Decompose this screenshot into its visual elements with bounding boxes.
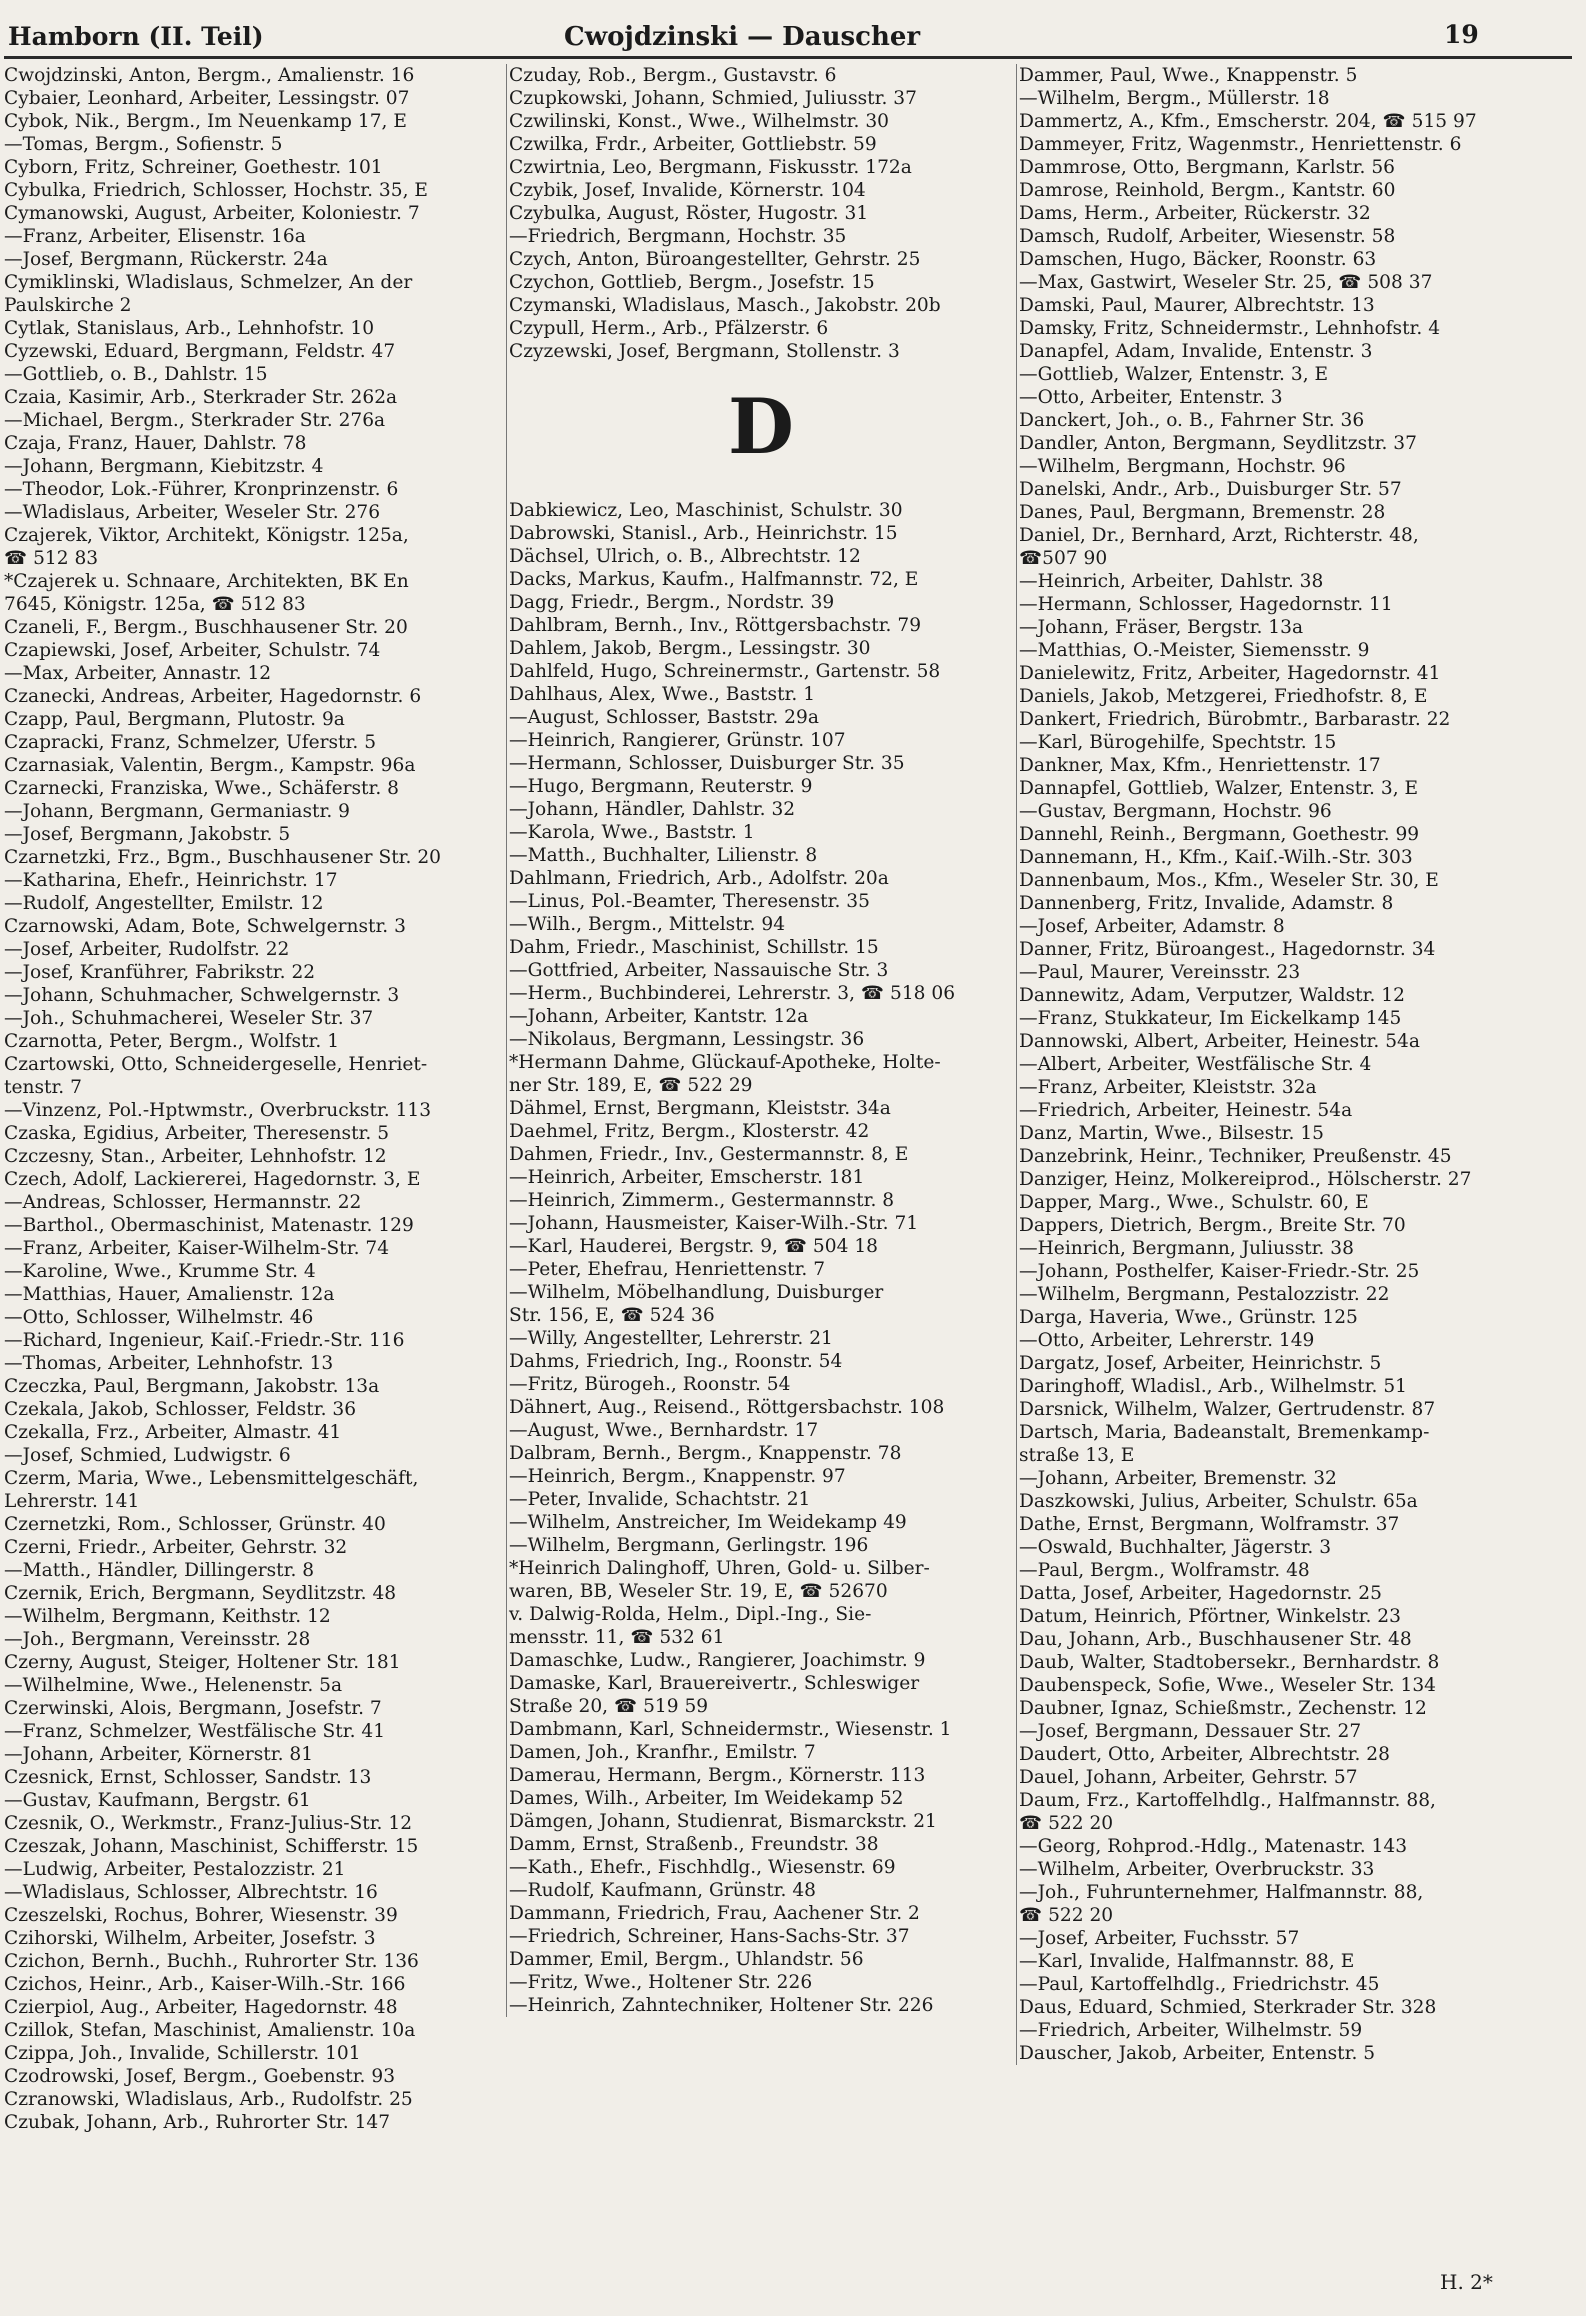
directory-entry: —Franz, Arbeiter, Kaiser-Wilhelm-Str. 74 (4, 1238, 390, 1259)
directory-entry: Dammrose, Otto, Bergmann, Karlstr. 56 (1019, 157, 1396, 178)
directory-entry: —Max, Arbeiter, Annastr. 12 (4, 663, 272, 684)
directory-entry: Czernik, Erich, Bergmann, Seydlitzstr. 48 (4, 1583, 397, 1604)
directory-entry: Dacks, Markus, Kaufm., Halfmannstr. 72, E (509, 569, 919, 590)
directory-entry: Czernetzki, Rom., Schlosser, Grünstr. 40 (4, 1514, 386, 1535)
directory-entry: —Wilh., Bergm., Mittelstr. 94 (509, 914, 786, 935)
page-header (4, 20, 1572, 59)
directory-entry: Czihorski, Wilhelm, Arbeiter, Josefstr. 3 (4, 1928, 376, 1949)
directory-entry: Dahlmann, Friedrich, Arb., Adolfstr. 20a (509, 868, 889, 889)
directory-entry: Dankert, Friedrich, Bürobmtr., Barbarastr. 22 (1019, 709, 1451, 730)
column-2-top (507, 64, 1015, 363)
directory-entry: Dannehl, Reinh., Bergmann, Goethestr. 99 (1019, 824, 1420, 845)
directory-entry: —Katharina, Ehefr., Heinrichstr. 17 (4, 870, 338, 891)
directory-entry: —Thomas, Arbeiter, Lehnhofstr. 13 (4, 1353, 334, 1374)
directory-entry: —Johann, Arbeiter, Bremenstr. 32 (1019, 1468, 1337, 1489)
directory-entry: Datta, Josef, Arbeiter, Hagedornstr. 25 (1019, 1583, 1382, 1604)
directory-entry: —Joh., Bergmann, Vereinsstr. 28 (4, 1629, 311, 1650)
directory-entry: —Albert, Arbeiter, Westfälische Str. 4 (1019, 1054, 1372, 1075)
column-2 (506, 64, 1015, 2017)
directory-entry: —Johann, Schuhmacher, Schwelgernstr. 3 (4, 985, 400, 1006)
directory-entry: —Gustav, Kaufmann, Bergstr. 61 (4, 1790, 311, 1811)
directory-entry: Czupkowski, Johann, Schmied, Juliusstr. 37 (509, 88, 917, 109)
directory-entry: —Karoline, Wwe., Krumme Str. 4 (4, 1261, 316, 1282)
directory-entry: mensstr. 11, ☎ 532 61 (509, 1627, 725, 1648)
directory-entry: Czichon, Bernh., Buchh., Ruhrorter Str. 136 (4, 1951, 419, 1972)
directory-entry: Czarnowski, Adam, Bote, Schwelgernstr. 3 (4, 916, 406, 937)
directory-entry: Danapfel, Adam, Invalide, Entenstr. 3 (1019, 341, 1373, 362)
directory-entry: Dammer, Paul, Wwe., Knappenstr. 5 (1019, 65, 1358, 86)
directory-entry: Czierpiol, Aug., Arbeiter, Hagedornstr. 48 (4, 1997, 398, 2018)
directory-entry: —Wilhelm, Anstreicher, Im Weidekamp 49 (509, 1512, 907, 1533)
footer-signature: H. 2* (1440, 2270, 1493, 2294)
directory-entry: Danielewitz, Fritz, Arbeiter, Hagedornstr. 41 (1019, 663, 1441, 684)
directory-entry: —Wilhelm, Bergmann, Hochstr. 96 (1019, 456, 1346, 477)
directory-entry: Czeszelski, Rochus, Bohrer, Wiesenstr. 39 (4, 1905, 398, 1926)
directory-entry: Dau, Johann, Arb., Buschhausener Str. 48 (1019, 1629, 1412, 1650)
directory-entry: —Peter, Ehefrau, Henriettenstr. 7 (509, 1259, 826, 1280)
directory-entry: —Johann, Händler, Dahlstr. 32 (509, 799, 796, 820)
directory-entry: Czeszak, Johann, Maschinist, Schifferstr. 15 (4, 1836, 419, 1857)
directory-entry: —August, Schlosser, Baststr. 29a (509, 707, 819, 728)
directory-entry: Cwojdzinski, Anton, Bergm., Amalienstr. 16 (4, 65, 415, 86)
directory-entry: Dambmann, Karl, Schneidermstr., Wiesenstr. 1 (509, 1719, 952, 1740)
directory-entry: Darsnick, Wilhelm, Walzer, Gertrudenstr. 87 (1019, 1399, 1436, 1420)
directory-entry: Czymanski, Wladislaus, Masch., Jakobstr. 20b (509, 295, 941, 316)
directory-entry: —Vinzenz, Pol.-Hptwmstr., Overbruckstr. 113 (4, 1100, 432, 1121)
directory-entry: Daus, Eduard, Schmied, Sterkrader Str. 328 (1019, 1997, 1437, 2018)
directory-entry: Damski, Paul, Maurer, Albrechtstr. 13 (1019, 295, 1375, 316)
directory-entry: —Johann, Bergmann, Germaniastr. 9 (4, 801, 350, 822)
directory-entry: Damaske, Karl, Brauereivertr., Schleswiger (509, 1673, 920, 1694)
directory-entry: Dappers, Dietrich, Bergm., Breite Str. 70 (1019, 1215, 1406, 1236)
directory-entry: Czaska, Egidius, Arbeiter, Theresenstr. 5 (4, 1123, 390, 1144)
directory-entry: Dannenberg, Fritz, Invalide, Adamstr. 8 (1019, 893, 1394, 914)
directory-entry: —Paul, Kartoffelhdlg., Friedrichstr. 45 (1019, 1974, 1380, 1995)
directory-entry: —Nikolaus, Bergmann, Lessingstr. 36 (509, 1029, 865, 1050)
directory-entry: —Matthias, O.-Meister, Siemensstr. 9 (1019, 640, 1370, 661)
directory-entry: Czerni, Friedr., Arbeiter, Gehrstr. 32 (4, 1537, 348, 1558)
directory-entry: Daniels, Jakob, Metzgerei, Friedhofstr. 8, E (1019, 686, 1428, 707)
directory-entry: Cybok, Nik., Bergm., Im Neuenkamp 17, E (4, 111, 407, 132)
directory-entry: Czranowski, Wladislaus, Arb., Rudolfstr. 25 (4, 2089, 413, 2110)
directory-entry: Dargatz, Josef, Arbeiter, Heinrichstr. 5 (1019, 1353, 1382, 1374)
directory-entry: —Johann, Arbeiter, Körnerstr. 81 (4, 1744, 314, 1765)
directory-entry: —Gottlieb, o. B., Dahlstr. 15 (4, 364, 268, 385)
directory-entry: Dalbram, Bernh., Bergm., Knappenstr. 78 (509, 1443, 902, 1464)
directory-entry: —Paul, Maurer, Vereinsstr. 23 (1019, 962, 1301, 983)
directory-entry: Danz, Martin, Wwe., Bilsestr. 15 (1019, 1123, 1325, 1144)
directory-entry: Dannenbaum, Mos., Kfm., Weseler Str. 30, E (1019, 870, 1439, 891)
directory-entry: Daum, Frz., Kartoffelhdlg., Halfmannstr. 88, (1019, 1790, 1436, 1811)
directory-entry: Czuday, Rob., Bergm., Gustavstr. 6 (509, 65, 837, 86)
directory-entry: Dannemann, H., Kfm., Kaiſ.-Wilh.-Str. 303 (1019, 847, 1413, 868)
directory-entry: —Franz, Arbeiter, Kleiststr. 32a (1019, 1077, 1317, 1098)
directory-entry: —Heinrich, Zimmerm., Gestermannstr. 8 (509, 1190, 895, 1211)
directory-entry: Czaia, Kasimir, Arb., Sterkrader Str. 262a (4, 387, 398, 408)
directory-entry: —Johann, Fräser, Bergstr. 13a (1019, 617, 1304, 638)
directory-entry: Czarnasiak, Valentin, Bergm., Kampstr. 96a (4, 755, 416, 776)
directory-entry: Czarnetzki, Frz., Bgm., Buschhausener Str. 20 (4, 847, 441, 868)
directory-entry: —Heinrich, Arbeiter, Emscherstr. 181 (509, 1167, 865, 1188)
directory-entry: Czaneli, F., Bergm., Buschhausener Str. 20 (4, 617, 408, 638)
directory-entry: Czyzewski, Josef, Bergmann, Stollenstr. 3 (509, 341, 900, 362)
directory-entry: Daubenspeck, Sofie, Wwe., Weseler Str. 134 (1019, 1675, 1436, 1696)
directory-entry: Danzebrink, Heinr., Techniker, Preußenstr. 45 (1019, 1146, 1452, 1167)
directory-entry: Dams, Herm., Arbeiter, Rückerstr. 32 (1019, 203, 1371, 224)
directory-entry: —August, Wwe., Bernhardstr. 17 (509, 1420, 819, 1441)
directory-entry: —Friedrich, Bergmann, Hochstr. 35 (509, 226, 847, 247)
directory-entry: —Josef, Bergmann, Rückerstr. 24a (4, 249, 328, 270)
directory-entry: —Matth., Buchhalter, Lilienstr. 8 (509, 845, 818, 866)
directory-entry: —Theodor, Lok.-Führer, Kronprinzenstr. 6 (4, 479, 399, 500)
directory-entry: —Otto, Schlosser, Wilhelmstr. 46 (4, 1307, 314, 1328)
directory-entry: Dahlbram, Bernh., Inv., Röttgersbachstr. 79 (509, 615, 922, 636)
directory-entry: —Peter, Invalide, Schachtstr. 21 (509, 1489, 811, 1510)
directory-entry: —Friedrich, Arbeiter, Wilhelmstr. 59 (1019, 2020, 1363, 2041)
page-number: 19 (1444, 20, 1479, 49)
section-letter: D (728, 382, 794, 471)
directory-entry: Dathe, Ernst, Bergmann, Wolframstr. 37 (1019, 1514, 1400, 1535)
directory-entry: Czartowski, Otto, Schneidergeselle, Henriet- (4, 1054, 428, 1075)
directory-entry: Dahms, Friedrich, Ing., Roonstr. 54 (509, 1351, 843, 1372)
directory-entry: —Heinrich, Bergmann, Juliusstr. 38 (1019, 1238, 1354, 1259)
directory-entry: Czesnick, Ernst, Schlosser, Sandstr. 13 (4, 1767, 372, 1788)
directory-entry: Czeczka, Paul, Bergmann, Jakobstr. 13a (4, 1376, 380, 1397)
directory-entry: Dannewitz, Adam, Verputzer, Waldstr. 12 (1019, 985, 1405, 1006)
directory-entry: —Heinrich, Zahntechniker, Holtener Str. 226 (509, 1995, 934, 2016)
directory-entry: Cymiklinski, Wladislaus, Schmelzer, An der (4, 272, 413, 293)
directory-entry: Daubner, Ignaz, Schießmstr., Zechenstr. 12 (1019, 1698, 1427, 1719)
directory-entry: Paulskirche 2 (4, 295, 132, 316)
directory-entry: Cybulka, Friedrich, Schlosser, Hochstr. 35, E (4, 180, 428, 201)
directory-entry: Czych, Anton, Büroangestellter, Gehrstr. 25 (509, 249, 921, 270)
directory-entry: Damrose, Reinhold, Bergm., Kantstr. 60 (1019, 180, 1396, 201)
directory-entry: Damen, Joh., Kranfhr., Emilstr. 7 (509, 1742, 816, 1763)
directory-entry: —Josef, Schmied, Ludwigstr. 6 (4, 1445, 291, 1466)
directory-entry: —Karl, Invalide, Halfmannstr. 88, E (1019, 1951, 1355, 1972)
directory-entry: Datum, Heinrich, Pförtner, Winkelstr. 23 (1019, 1606, 1401, 1627)
directory-entry: ☎507 90 (1019, 548, 1108, 569)
directory-entry: Czichos, Heinr., Arb., Kaiser-Wilh.-Str. 166 (4, 1974, 406, 1995)
directory-entry: Czekalla, Frz., Arbeiter, Almastr. 41 (4, 1422, 342, 1443)
directory-entry: —Rudolf, Kaufmann, Grünstr. 48 (509, 1880, 817, 1901)
directory-entry: Czapracki, Franz, Schmelzer, Uferstr. 5 (4, 732, 377, 753)
directory-entry: —Otto, Arbeiter, Entenstr. 3 (1019, 387, 1283, 408)
directory-entry: —Gottfried, Arbeiter, Nassauische Str. 3 (509, 960, 889, 981)
directory-entry: Damsch, Rudolf, Arbeiter, Wiesenstr. 58 (1019, 226, 1396, 247)
directory-entry: Cybaier, Leonhard, Arbeiter, Lessingstr. 07 (4, 88, 410, 109)
directory-entry: —Otto, Arbeiter, Lehrerstr. 149 (1019, 1330, 1315, 1351)
directory-entry: —Heinrich, Bergm., Knappenstr. 97 (509, 1466, 846, 1487)
directory-entry: 7645, Königstr. 125a, ☎ 512 83 (4, 594, 306, 615)
directory-entry: —Friedrich, Schreiner, Hans-Sachs-Str. 37 (509, 1926, 910, 1947)
directory-entry: —Josef, Arbeiter, Rudolfstr. 22 (4, 939, 290, 960)
directory-entry: —Heinrich, Arbeiter, Dahlstr. 38 (1019, 571, 1324, 592)
directory-entry: —Johann, Hausmeister, Kaiser-Wilh.-Str. 71 (509, 1213, 919, 1234)
directory-entry: —Wladislaus, Schlosser, Albrechtstr. 16 (4, 1882, 378, 1903)
directory-entry: —Josef, Kranführer, Fabrikstr. 22 (4, 962, 316, 983)
directory-entry: Dankner, Max, Kfm., Henriettenstr. 17 (1019, 755, 1381, 776)
directory-entry: Czillok, Stefan, Maschinist, Amalienstr. 10a (4, 2020, 416, 2041)
directory-entry: —Heinrich, Rangierer, Grünstr. 107 (509, 730, 846, 751)
directory-entry: —Wilhelm, Arbeiter, Overbruckstr. 33 (1019, 1859, 1375, 1880)
directory-entry: Damschen, Hugo, Bäcker, Roonstr. 63 (1019, 249, 1377, 270)
directory-entry: Czczesny, Stan., Arbeiter, Lehnhofstr. 12 (4, 1146, 387, 1167)
directory-entry: —Joh., Fuhrunternehmer, Halfmannstr. 88, (1019, 1882, 1424, 1903)
directory-entry: —Johann, Bergmann, Kiebitzstr. 4 (4, 456, 324, 477)
directory-entry: Dammer, Emil, Bergm., Uhlandstr. 56 (509, 1949, 864, 1970)
directory-entry: Cyborn, Fritz, Schreiner, Goethestr. 101 (4, 157, 383, 178)
directory-entry: *Heinrich Dalinghoff, Uhren, Gold- u. Silber- (509, 1558, 930, 1579)
directory-entry: —Hugo, Bergmann, Reuterstr. 9 (509, 776, 813, 797)
directory-entry: —Wilhelmine, Wwe., Helenenstr. 5a (4, 1675, 343, 1696)
header-range: Cwojdzinski — Dauscher (564, 22, 921, 52)
directory-entry: Dandler, Anton, Bergmann, Seydlitzstr. 37 (1019, 433, 1417, 454)
directory-entry: —Johann, Arbeiter, Kantstr. 12a (509, 1006, 809, 1027)
directory-entry: —Wladislaus, Arbeiter, Weseler Str. 276 (4, 502, 381, 523)
directory-entry: —Friedrich, Arbeiter, Heinestr. 54a (1019, 1100, 1353, 1121)
directory-entry: —Tomas, Bergm., Sofienstr. 5 (4, 134, 283, 155)
directory-entry: Danckert, Joh., o. B., Fahrner Str. 36 (1019, 410, 1365, 431)
directory-entry: Daudert, Otto, Arbeiter, Albrechtstr. 28 (1019, 1744, 1390, 1765)
directory-entry: —Rudolf, Angestellter, Emilstr. 12 (4, 893, 324, 914)
directory-entry: Dabkiewicz, Leo, Maschinist, Schulstr. 30 (509, 500, 903, 521)
directory-entry: Czybik, Josef, Invalide, Körnerstr. 104 (509, 180, 866, 201)
directory-entry: Cymanowski, August, Arbeiter, Koloniestr. 7 (4, 203, 420, 224)
directory-entry: Danner, Fritz, Büroangest., Hagedornstr. 34 (1019, 939, 1436, 960)
directory-entry: Dahlhaus, Alex, Wwe., Baststr. 1 (509, 684, 816, 705)
directory-entry: Czodrowski, Josef, Bergm., Goebenstr. 93 (4, 2066, 396, 2087)
directory-entry: —Matthias, Hauer, Amalienstr. 12a (4, 1284, 335, 1305)
directory-entry: tenstr. 7 (4, 1077, 82, 1098)
directory-entry: Czech, Adolf, Lackiererei, Hagedornstr. 3, E (4, 1169, 421, 1190)
directory-entry: —Franz, Arbeiter, Elisenstr. 16a (4, 226, 306, 247)
directory-entry: Dartsch, Maria, Badeanstalt, Bremenkamp- (1019, 1422, 1430, 1443)
directory-entry: —Andreas, Schlosser, Hermannstr. 22 (4, 1192, 362, 1213)
directory-entry: Dahlem, Jakob, Bergm., Lessingstr. 30 (509, 638, 871, 659)
directory-entry: Dammertz, A., Kfm., Emscherstr. 204, ☎ 515 97 (1019, 111, 1477, 132)
directory-entry: —Wilhelm, Bergm., Müllerstr. 18 (1019, 88, 1330, 109)
directory-entry: Darga, Haveria, Wwe., Grünstr. 125 (1019, 1307, 1358, 1328)
directory-entry: Dammeyer, Fritz, Wagenmstr., Henriettenstr. 6 (1019, 134, 1462, 155)
directory-entry: Damsky, Fritz, Schneidermstr., Lehnhofstr. 4 (1019, 318, 1441, 339)
directory-entry: ner Str. 189, E, ☎ 522 29 (509, 1075, 753, 1096)
directory-entry: ☎ 522 20 (1019, 1813, 1114, 1834)
directory-entry: Czerny, August, Steiger, Holtener Str. 181 (4, 1652, 401, 1673)
directory-entry: Czypull, Herm., Arb., Pfälzerstr. 6 (509, 318, 829, 339)
directory-entry: ☎ 522 20 (1019, 1905, 1114, 1926)
directory-entry: straße 13, E (1019, 1445, 1135, 1466)
directory-entry: —Herm., Buchbinderei, Lehrerstr. 3, ☎ 518 06 (509, 983, 956, 1004)
column-2-bottom (507, 499, 1015, 2017)
directory-entry: Dahm, Friedr., Maschinist, Schillstr. 15 (509, 937, 879, 958)
directory-entry: *Czajerek u. Schnaare, Architekten, BK En (4, 571, 409, 592)
directory-entry: —Georg, Rohprod.-Hdlg., Matenastr. 143 (1019, 1836, 1408, 1857)
directory-entry: —Josef, Bergmann, Dessauer Str. 27 (1019, 1721, 1362, 1742)
directory-entry: Daszkowski, Julius, Arbeiter, Schulstr. 65a (1019, 1491, 1418, 1512)
directory-entry: —Michael, Bergm., Sterkrader Str. 276a (4, 410, 386, 431)
directory-entry: Czajerek, Viktor, Architekt, Königstr. 125a, (4, 525, 409, 546)
directory-entry: —Fritz, Bürogeh., Roonstr. 54 (509, 1374, 791, 1395)
directory-entry: Czwirtnia, Leo, Bergmann, Fiskusstr. 172a (509, 157, 912, 178)
directory-entry: —Wilhelm, Bergmann, Keithstr. 12 (4, 1606, 331, 1627)
column-3 (1016, 64, 1573, 2065)
directory-entry: Dannapfel, Gottlieb, Walzer, Entenstr. 3, E (1019, 778, 1419, 799)
directory-entry: Czerwinski, Alois, Bergmann, Josefstr. 7 (4, 1698, 382, 1719)
directory-entry: Dannowski, Albert, Arbeiter, Heinestr. 54a (1019, 1031, 1420, 1052)
directory-entry: Czybulka, August, Röster, Hugostr. 31 (509, 203, 869, 224)
directory-entry: Dammann, Friedrich, Frau, Aachener Str. 2 (509, 1903, 920, 1924)
directory-entry: Dames, Wilh., Arbeiter, Im Weidekamp 52 (509, 1788, 904, 1809)
directory-entry: —Barthol., Obermaschinist, Matenastr. 129 (4, 1215, 414, 1236)
directory-entry: Czubak, Johann, Arb., Ruhrorter Str. 147 (4, 2112, 391, 2133)
directory-entry: Dahlfeld, Hugo, Schreinermstr., Gartenstr. 58 (509, 661, 941, 682)
header-city: Hamborn (II. Teil) (8, 22, 264, 51)
directory-entry: —Karola, Wwe., Baststr. 1 (509, 822, 755, 843)
directory-entry: Czychon, Gottlieb, Bergm., Josefstr. 15 (509, 272, 875, 293)
directory-entry: —Fritz, Wwe., Holtener Str. 226 (509, 1972, 813, 1993)
directory-entry: —Hermann, Schlosser, Hagedornstr. 11 (1019, 594, 1393, 615)
directory-entry: —Max, Gastwirt, Weseler Str. 25, ☎ 508 37 (1019, 272, 1433, 293)
directory-entry: *Hermann Dahme, Glückauf-Apotheke, Holte- (509, 1052, 941, 1073)
directory-entry: Czekala, Jakob, Schlosser, Feldstr. 36 (4, 1399, 357, 1420)
directory-entry: Czwilinski, Konst., Wwe., Wilhelmstr. 30 (509, 111, 889, 132)
directory-entry: Dauel, Johann, Arbeiter, Gehrstr. 57 (1019, 1767, 1358, 1788)
directory-entry: Czanecki, Andreas, Arbeiter, Hagedornstr. 6 (4, 686, 422, 707)
directory-entry: —Johann, Posthelfer, Kaiser-Friedr.-Str. 25 (1019, 1261, 1420, 1282)
directory-entry: —Karl, Bürogehilfe, Spechtstr. 15 (1019, 732, 1337, 753)
directory-entry: Straße 20, ☎ 519 59 (509, 1696, 709, 1717)
directory-entry: Damaschke, Ludw., Rangierer, Joachimstr. 9 (509, 1650, 926, 1671)
directory-entry: Czerm, Maria, Wwe., Lebensmittelgeschäft, (4, 1468, 419, 1489)
directory-entry: Czesnik, O., Werkmstr., Franz-Julius-Str. 12 (4, 1813, 413, 1834)
directory-entry: —Ludwig, Arbeiter, Pestalozzistr. 21 (4, 1859, 346, 1880)
directory-entry: Daehmel, Fritz, Bergm., Klosterstr. 42 (509, 1121, 870, 1142)
directory-entry: —Wilhelm, Bergmann, Gerlingstr. 196 (509, 1535, 869, 1556)
directory-entry: Czarnotta, Peter, Bergm., Wolfstr. 1 (4, 1031, 340, 1052)
directory-entry: —Matth., Händler, Dillingerstr. 8 (4, 1560, 315, 1581)
directory-entry: Str. 156, E, ☎ 524 36 (509, 1305, 715, 1326)
directory-entry: —Josef, Arbeiter, Adamstr. 8 (1019, 916, 1285, 937)
directory-entry: Damerau, Hermann, Bergm., Körnerstr. 113 (509, 1765, 926, 1786)
directory-entry: Dauscher, Jakob, Arbeiter, Entenstr. 5 (1019, 2043, 1376, 2064)
directory-entry: —Gottlieb, Walzer, Entenstr. 3, E (1019, 364, 1329, 385)
directory-entry: —Franz, Stukkateur, Im Eickelkamp 145 (1019, 1008, 1402, 1029)
directory-entry: —Oswald, Buchhalter, Jägerstr. 3 (1019, 1537, 1332, 1558)
directory-entry: Czwilka, Frdr., Arbeiter, Gottliebstr. 59 (509, 134, 877, 155)
directory-entry: Lehrerstr. 141 (4, 1491, 140, 1512)
directory-entry: Danes, Paul, Bergmann, Bremenstr. 28 (1019, 502, 1386, 523)
directory-entry: —Joh., Schuhmacherei, Weseler Str. 37 (4, 1008, 374, 1029)
directory-entry: Daub, Walter, Stadtobersekr., Bernhardstr. 8 (1019, 1652, 1440, 1673)
directory-entry: —Josef, Arbeiter, Fuchsstr. 57 (1019, 1928, 1300, 1949)
directory-entry: waren, BB, Weseler Str. 19, E, ☎ 52670 (509, 1581, 888, 1602)
directory-entry: Damm, Ernst, Straßenb., Freundstr. 38 (509, 1834, 879, 1855)
directory-entry: —Franz, Schmelzer, Westfälische Str. 41 (4, 1721, 386, 1742)
directory-entry: Cyzewski, Eduard, Bergmann, Feldstr. 47 (4, 341, 396, 362)
directory-entry: Dabrowski, Stanisl., Arb., Heinrichstr. 15 (509, 523, 898, 544)
column-1 (2, 64, 498, 2134)
directory-entry: —Willy, Angestellter, Lehrerstr. 21 (509, 1328, 833, 1349)
directory-entry: Dähnert, Aug., Reisend., Röttgersbachstr. 108 (509, 1397, 945, 1418)
directory-entry: v. Dalwig-Rolda, Helm., Dipl.-Ing., Sie- (509, 1604, 872, 1625)
directory-entry: Dähmel, Ernst, Bergmann, Kleiststr. 34a (509, 1098, 891, 1119)
directory-entry: —Kath., Ehefr., Fischhdlg., Wiesenstr. 69 (509, 1857, 896, 1878)
directory-entry: —Karl, Hauderei, Bergstr. 9, ☎ 504 18 (509, 1236, 878, 1257)
directory-entry: —Wilhelm, Bergmann, Pestalozzistr. 22 (1019, 1284, 1390, 1305)
directory-entry: —Richard, Ingenieur, Kaiſ.-Friedr.-Str. 116 (4, 1330, 405, 1351)
directory-entry: —Gustav, Bergmann, Hochstr. 96 (1019, 801, 1332, 822)
directory-entry: Czapiewski, Josef, Arbeiter, Schulstr. 74 (4, 640, 381, 661)
directory-entry: —Wilhelm, Möbelhandlung, Duisburger (509, 1282, 884, 1303)
directory-entry: Dahmen, Friedr., Inv., Gestermannstr. 8, E (509, 1144, 909, 1165)
directory-entry: —Linus, Pol.-Beamter, Theresenstr. 35 (509, 891, 870, 912)
directory-entry: ☎ 512 83 (4, 548, 99, 569)
directory-entry: —Hermann, Schlosser, Duisburger Str. 35 (509, 753, 905, 774)
directory-entry: —Josef, Bergmann, Jakobstr. 5 (4, 824, 291, 845)
directory-entry: —Paul, Bergm., Wolframstr. 48 (1019, 1560, 1310, 1581)
directory-entry: Dapper, Marg., Wwe., Schulstr. 60, E (1019, 1192, 1369, 1213)
directory-entry: Czaja, Franz, Hauer, Dahlstr. 78 (4, 433, 307, 454)
directory-entry: Czapp, Paul, Bergmann, Plutostr. 9a (4, 709, 345, 730)
directory-entry: Czarnecki, Franziska, Wwe., Schäferstr. 8 (4, 778, 399, 799)
directory-entry: Danelski, Andr., Arb., Duisburger Str. 57 (1019, 479, 1402, 500)
directory-entry: Daringhoff, Wladisl., Arb., Wilhelmstr. 51 (1019, 1376, 1407, 1397)
directory-entry: Dächsel, Ulrich, o. B., Albrechtstr. 12 (509, 546, 861, 567)
directory-entry: Dagg, Friedr., Bergm., Nordstr. 39 (509, 592, 835, 613)
directory-entry: Czippa, Joh., Invalide, Schillerstr. 101 (4, 2043, 361, 2064)
directory-entry: Danziger, Heinz, Molkereiprod., Hölscherstr. 27 (1019, 1169, 1472, 1190)
directory-entry: Daniel, Dr., Bernhard, Arzt, Richterstr. 48, (1019, 525, 1419, 546)
directory-entry: Cytlak, Stanislaus, Arb., Lehnhofstr. 10 (4, 318, 375, 339)
directory-entry: Dämgen, Johann, Studienrat, Bismarckstr. 21 (509, 1811, 937, 1832)
columns (0, 64, 1586, 2264)
